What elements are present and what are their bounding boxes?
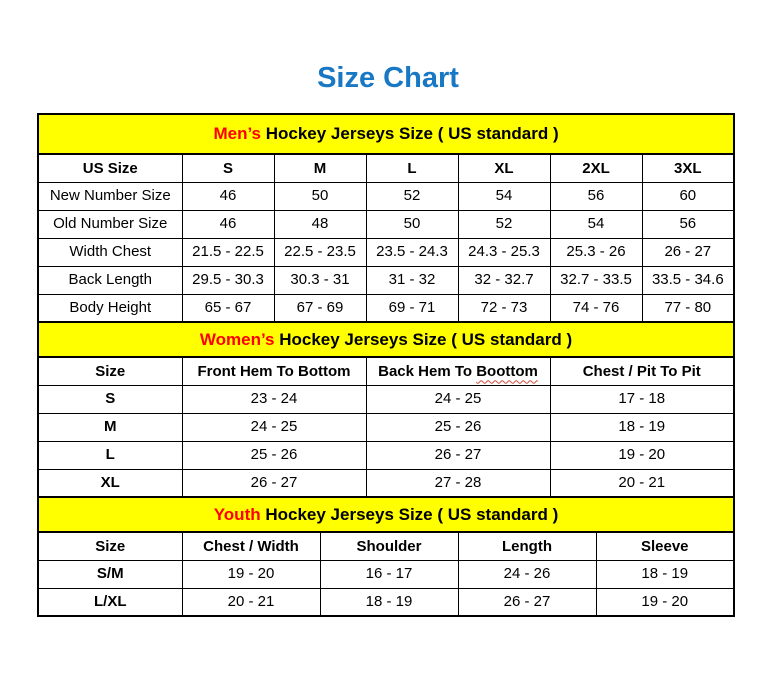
womens-band-rest: Hockey Jerseys Size ( US standard ) (274, 329, 573, 349)
womens-header-row (38, 357, 734, 385)
size-cell: 32 - 32.7 (458, 266, 550, 294)
size-cell: 20 - 21 (550, 469, 734, 497)
row-label: Back Length (38, 266, 182, 294)
womens-size-table (37, 321, 735, 498)
row-label: S (38, 385, 182, 413)
size-cell: 26 - 27 (182, 469, 366, 497)
size-cell: 19 - 20 (182, 560, 320, 588)
size-cell: 27 - 28 (366, 469, 550, 497)
size-cell: 29.5 - 30.3 (182, 266, 274, 294)
size-cell: 56 (550, 182, 642, 210)
size-cell: 21.5 - 22.5 (182, 238, 274, 266)
size-cell: 50 (274, 182, 366, 210)
column-header: XL (458, 154, 550, 182)
column-header: Sleeve (596, 532, 734, 560)
size-cell: 54 (458, 182, 550, 210)
size-cell: 72 - 73 (458, 294, 550, 322)
table-row (38, 238, 734, 266)
table-row (38, 469, 734, 497)
column-header: L (366, 154, 458, 182)
table-row (38, 294, 734, 322)
mens-band-rest: Hockey Jerseys Size ( US standard ) (261, 124, 559, 144)
size-cell: 16 - 17 (320, 560, 458, 588)
table-row (38, 560, 734, 588)
column-header: Chest / Width (182, 532, 320, 560)
size-cell: 24 - 25 (366, 385, 550, 413)
size-cell: 17 - 18 (550, 385, 734, 413)
size-cell: 30.3 - 31 (274, 266, 366, 294)
column-header: S (182, 154, 274, 182)
size-cell: 24 - 26 (458, 560, 596, 588)
size-cell: 65 - 67 (182, 294, 274, 322)
column-header (366, 357, 550, 385)
column-header: Length (458, 532, 596, 560)
youth-band-title (38, 497, 734, 532)
size-cell: 69 - 71 (366, 294, 458, 322)
size-cell: 77 - 80 (642, 294, 734, 322)
size-cell: 18 - 19 (550, 413, 734, 441)
size-cell: 46 (182, 210, 274, 238)
size-cell: 60 (642, 182, 734, 210)
row-label: New Number Size (38, 182, 182, 210)
size-cell: 54 (550, 210, 642, 238)
column-header: Size (38, 532, 182, 560)
youth-band-rest: Hockey Jerseys Size ( US standard ) (260, 504, 559, 524)
mens-size-table (37, 113, 735, 323)
size-cell: 26 - 27 (366, 441, 550, 469)
row-label: M (38, 413, 182, 441)
size-cell: 23.5 - 24.3 (366, 238, 458, 266)
size-cell: 20 - 21 (182, 588, 320, 616)
table-row (38, 441, 734, 469)
youth-header-row (38, 532, 734, 560)
column-header: Front Hem To Bottom (182, 357, 366, 385)
size-chart (37, 113, 733, 617)
youth-section-band (38, 497, 734, 532)
size-cell: 33.5 - 34.6 (642, 266, 734, 294)
size-cell: 19 - 20 (596, 588, 734, 616)
row-label: Old Number Size (38, 210, 182, 238)
table-row (38, 182, 734, 210)
size-cell: 24 - 25 (182, 413, 366, 441)
row-label: Body Height (38, 294, 182, 322)
table-row (38, 588, 734, 616)
column-header: M (274, 154, 366, 182)
mens-section-band (38, 114, 734, 154)
column-header: Chest / Pit To Pit (550, 357, 734, 385)
size-cell: 31 - 32 (366, 266, 458, 294)
page-title: Size Chart (317, 62, 459, 94)
row-label: XL (38, 469, 182, 497)
column-header: Shoulder (320, 532, 458, 560)
womens-band-highlight: Women’s (199, 329, 275, 349)
column-header: US Size (38, 154, 182, 182)
size-cell: 25 - 26 (366, 413, 550, 441)
table-row (38, 210, 734, 238)
size-cell: 23 - 24 (182, 385, 366, 413)
size-cell: 22.5 - 23.5 (274, 238, 366, 266)
size-cell: 74 - 76 (550, 294, 642, 322)
size-cell: 18 - 19 (320, 588, 458, 616)
size-cell: 67 - 69 (274, 294, 366, 322)
size-cell: 52 (366, 182, 458, 210)
size-cell: 26 - 27 (642, 238, 734, 266)
table-row (38, 413, 734, 441)
womens-section-band (38, 322, 734, 357)
column-header: 2XL (550, 154, 642, 182)
row-label: L/XL (38, 588, 182, 616)
size-cell: 19 - 20 (550, 441, 734, 469)
table-row (38, 266, 734, 294)
mens-band-highlight: Men’s (213, 124, 261, 144)
size-cell: 46 (182, 182, 274, 210)
column-header: Size (38, 357, 182, 385)
size-cell: 25.3 - 26 (550, 238, 642, 266)
size-cell: 24.3 - 25.3 (458, 238, 550, 266)
size-cell: 48 (274, 210, 366, 238)
column-header-text: Back Hem To (378, 362, 477, 380)
column-header: 3XL (642, 154, 734, 182)
womens-band-title (38, 322, 734, 357)
size-cell: 50 (366, 210, 458, 238)
misspelled-word: Boottom (476, 362, 538, 380)
mens-header-row (38, 154, 734, 182)
youth-band-highlight: Youth (213, 504, 261, 524)
size-cell: 25 - 26 (182, 441, 366, 469)
size-cell: 56 (642, 210, 734, 238)
row-label: L (38, 441, 182, 469)
row-label: Width Chest (38, 238, 182, 266)
table-row (38, 385, 734, 413)
size-cell: 32.7 - 33.5 (550, 266, 642, 294)
row-label: S/M (38, 560, 182, 588)
youth-size-table (37, 496, 735, 617)
size-cell: 52 (458, 210, 550, 238)
size-cell: 26 - 27 (458, 588, 596, 616)
mens-band-title (38, 114, 734, 154)
size-cell: 18 - 19 (596, 560, 734, 588)
